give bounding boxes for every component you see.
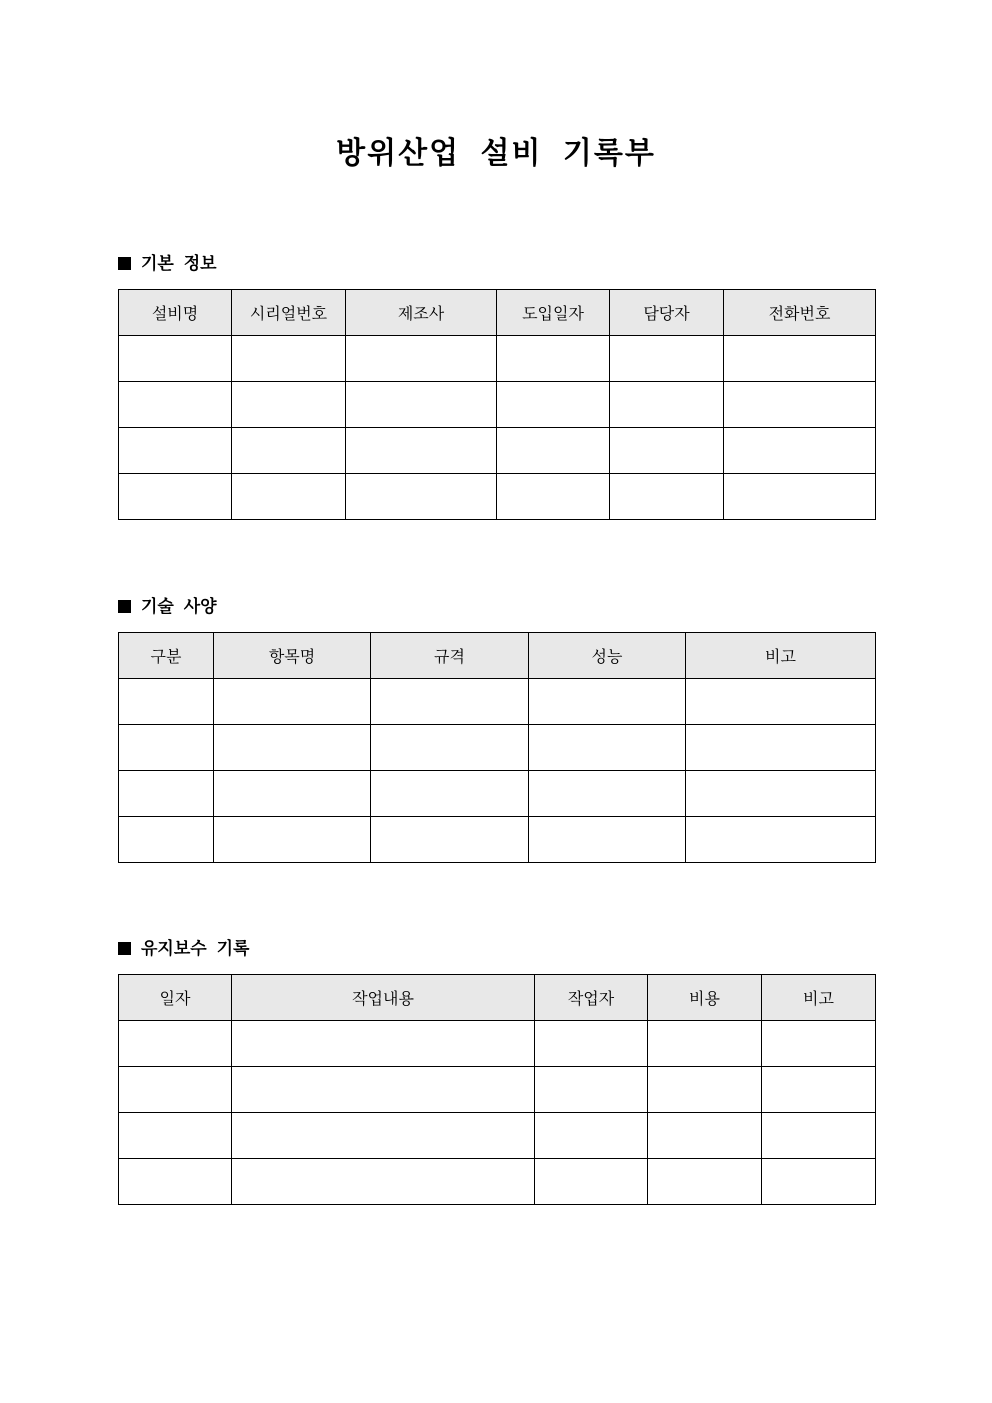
table-cell[interactable] [214, 679, 371, 725]
table-cell[interactable] [214, 771, 371, 817]
table-cell[interactable] [686, 725, 876, 771]
column-header: 도입일자 [497, 290, 610, 336]
table-cell[interactable] [497, 382, 610, 428]
table-cell[interactable] [346, 474, 497, 520]
table-header-row [119, 975, 876, 1021]
table-cell[interactable] [232, 336, 346, 382]
table-cell[interactable] [119, 1067, 232, 1113]
table-row [119, 336, 876, 382]
table-cell[interactable] [762, 1021, 876, 1067]
table-cell[interactable] [686, 817, 876, 863]
table-cell[interactable] [119, 725, 214, 771]
section-heading-tech-spec [118, 595, 217, 619]
table-cell[interactable] [346, 336, 497, 382]
table-cell[interactable] [119, 1021, 232, 1067]
table-cell[interactable] [610, 382, 724, 428]
table-cell[interactable] [762, 1113, 876, 1159]
table-cell[interactable] [371, 771, 529, 817]
table-row [119, 1159, 876, 1205]
table-cell[interactable] [497, 336, 610, 382]
table-cell[interactable] [610, 474, 724, 520]
table-cell[interactable] [497, 474, 610, 520]
table-cell[interactable] [232, 1067, 535, 1113]
column-header: 일자 [119, 975, 232, 1021]
column-header: 작업자 [535, 975, 648, 1021]
table-cell[interactable] [119, 336, 232, 382]
table-row [119, 1113, 876, 1159]
square-bullet-icon [118, 942, 131, 955]
table-cell[interactable] [686, 679, 876, 725]
table-cell[interactable] [724, 336, 876, 382]
table-cell[interactable] [529, 679, 686, 725]
column-header: 담당자 [610, 290, 724, 336]
table-cell[interactable] [119, 474, 232, 520]
table-cell[interactable] [371, 817, 529, 863]
column-header: 설비명 [119, 290, 232, 336]
table-row [119, 725, 876, 771]
table-cell[interactable] [232, 382, 346, 428]
table-cell[interactable] [686, 771, 876, 817]
table-row [119, 428, 876, 474]
section-heading-maintenance [118, 937, 249, 961]
table-cell[interactable] [214, 817, 371, 863]
table-header-row [119, 290, 876, 336]
table-cell[interactable] [119, 817, 214, 863]
table-cell[interactable] [371, 679, 529, 725]
table-cell[interactable] [346, 382, 497, 428]
table-cell[interactable] [232, 1159, 535, 1205]
table-cell[interactable] [232, 1113, 535, 1159]
table-cell[interactable] [724, 428, 876, 474]
table-cell[interactable] [724, 474, 876, 520]
maintenance-table [118, 974, 876, 1205]
table-cell[interactable] [119, 428, 232, 474]
column-header: 전화번호 [724, 290, 876, 336]
table-cell[interactable] [119, 679, 214, 725]
column-header: 성능 [529, 633, 686, 679]
column-header: 작업내용 [232, 975, 535, 1021]
table-header-row [119, 633, 876, 679]
tech-spec-table [118, 632, 876, 863]
table-cell[interactable] [119, 1159, 232, 1205]
square-bullet-icon [118, 600, 131, 613]
section-title: 기술 사양 [141, 597, 217, 617]
section-title: 기본 정보 [141, 254, 217, 274]
table-row [119, 474, 876, 520]
table-cell[interactable] [610, 336, 724, 382]
table-cell[interactable] [762, 1159, 876, 1205]
table-cell[interactable] [119, 1113, 232, 1159]
column-header: 비고 [686, 633, 876, 679]
column-header: 비용 [648, 975, 762, 1021]
column-header: 제조사 [346, 290, 497, 336]
column-header: 항목명 [214, 633, 371, 679]
table-row [119, 679, 876, 725]
table-cell[interactable] [346, 428, 497, 474]
document-title: 방위산업 설비 기록부 [336, 136, 656, 171]
table-row [119, 1067, 876, 1113]
table-cell[interactable] [648, 1113, 762, 1159]
table-cell[interactable] [214, 725, 371, 771]
column-header: 규격 [371, 633, 529, 679]
table-cell[interactable] [119, 382, 232, 428]
section-title: 유지보수 기록 [141, 939, 250, 959]
table-row [119, 382, 876, 428]
table-cell[interactable] [724, 382, 876, 428]
table-cell[interactable] [648, 1021, 762, 1067]
table-row [119, 817, 876, 863]
table-cell[interactable] [535, 1113, 648, 1159]
table-cell[interactable] [610, 428, 724, 474]
table-cell[interactable] [529, 725, 686, 771]
table-cell[interactable] [529, 771, 686, 817]
table-cell[interactable] [529, 817, 686, 863]
table-cell[interactable] [232, 1021, 535, 1067]
table-cell[interactable] [535, 1159, 648, 1205]
table-cell[interactable] [648, 1067, 762, 1113]
table-cell[interactable] [535, 1021, 648, 1067]
column-header: 비고 [762, 975, 876, 1021]
table-cell[interactable] [371, 725, 529, 771]
section-heading-basic-info [118, 252, 217, 276]
column-header: 구분 [119, 633, 214, 679]
table-cell[interactable] [535, 1067, 648, 1113]
table-cell[interactable] [762, 1067, 876, 1113]
table-row [119, 1021, 876, 1067]
basic-info-table [118, 289, 876, 520]
table-cell[interactable] [497, 428, 610, 474]
table-row [119, 771, 876, 817]
square-bullet-icon [118, 257, 131, 270]
table-cell[interactable] [648, 1159, 762, 1205]
column-header: 시리얼번호 [232, 290, 346, 336]
table-cell[interactable] [232, 428, 346, 474]
table-cell[interactable] [232, 474, 346, 520]
table-cell[interactable] [119, 771, 214, 817]
